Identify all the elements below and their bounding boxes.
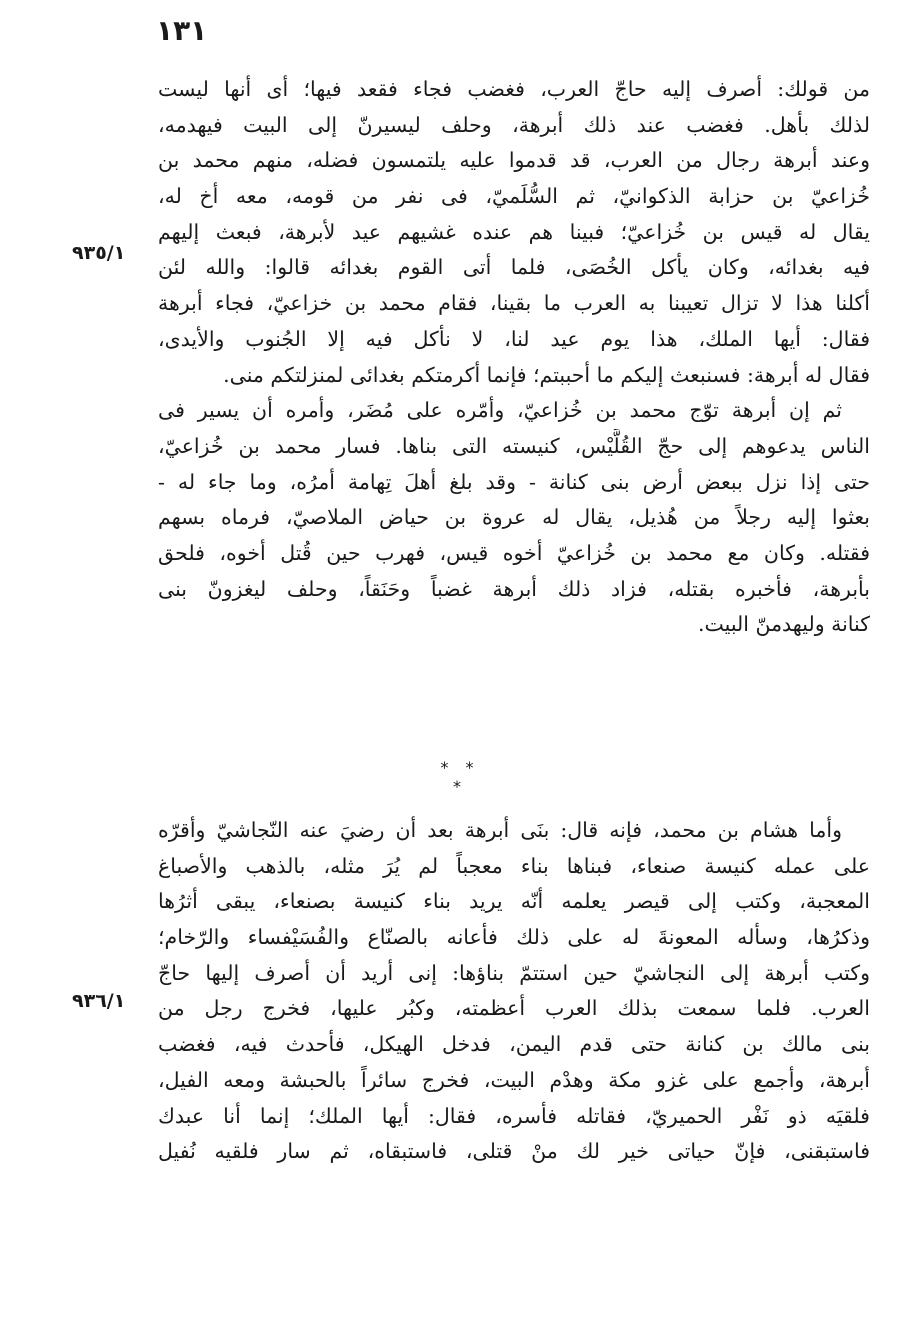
text-line: على عمله كنيسة صنعاء، فبناها بناء معجباً لم يُرَ مثله، بالذهب والأصباغ (158, 853, 870, 878)
text-line: بأبرهة، فأخبره بقتله، فزاد ذلك أبرهة غضباً وحَنَقاً، وحلف ليغزونّ بنى (158, 576, 870, 601)
text-line: لذلك بأهل. فغضب عند ذلك أبرهة، وحلف ليسيرنّ إلى البيت فيهدمه، (158, 112, 870, 137)
text-block-lower (158, 813, 870, 1170)
text-line: أبرهة، وأجمع على غزو مكة وهدْم البيت، فخرج سائراً بالحبشة ومعه الفيل، (158, 1067, 870, 1092)
text-line: من قولك: أصرف إليه حاجّ العرب، فغضب فجاء فقعد فيها؛ أى أنها ليست (158, 77, 870, 101)
text-line: وذكرُها، وسأله المعونةَ له على ذلك فأعانه بالصنّاع والفُسَيْفساء والرّخام؛ (158, 925, 870, 950)
text-line: ثم إن أبرهة توّج محمد بن خُزاعيّ، وأمّره على مُضَر، وأمره أن يسير فى (158, 398, 842, 423)
text-line: وأما هشام بن محمد، فإنه قال: بنَى أبرهة بعد أن رضيَ عنه النّجاشيّ وأقرّه (158, 818, 842, 842)
margin-reference-1: ٩٣٥/١ (72, 242, 126, 264)
text-line: كنانة وليهدمنّ البيت. (697, 612, 870, 637)
text-line: حتى إذا نزل ببعض أرض بنى كنانة - وقد بلغ أهلَ تِهامة أمرُه، وما جاء له - (158, 469, 870, 494)
text-line: فلقيَه ذو نَفْر الحميريّ، فقاتله فأسره، فقال: أيها الملك؛ إنما أنا عبدك (158, 1103, 870, 1128)
text-line: بنى مالك بن كنانة حتى قدم اليمن، فدخل الهيكل، فأحدث فيه، فغضب (158, 1032, 870, 1057)
text-line: يقال له قيس بن خُزاعيّ؛ فبينا هم عنده غشيهم عيد لأبرهة، فبعث إليهم (158, 219, 870, 244)
text-line: وعند أبرهة رجال من العرب، قد قدموا عليه يلتمسون فضله، منهم محمد بن (158, 148, 870, 173)
text-line: فقال: أيها الملك، هذا يوم عيد لنا، لا نأكل فيه إلا الجُنوب والأيدى، (158, 326, 870, 351)
text-line: بعثوا إليه رجلاً من هُذيل، يقال له عروة بن حياض الملاصيّ، فرماه بسهم (158, 505, 870, 530)
text-line: فقتله. وكان مع محمد بن خُزاعيّ أخوه قيس، فهرب حين قُتل أخوه، فلحق (158, 540, 870, 565)
text-line: الناس يدعوهم إلى حجّ القُلَّيْس، كنيسته التى بناها. فسار محمد بن خُزاعيّ، (158, 433, 870, 458)
text-line: فيه بغدائه، وكان يأكل الخُصَى، فلما أتى القوم بغدائه قالوا: والله لئن (158, 255, 870, 280)
text-line: العرب. فلما سمعت بذلك العرب أعظمته، وكبُر عليها، فخرج رجل من (158, 996, 870, 1021)
text-block-upper (158, 72, 870, 643)
margin-reference-2: ٩٣٦/١ (72, 990, 126, 1012)
text-line: خُزاعيّ بن حزابة الذكوانيّ، ثم السُّلَميّ، فى نفر من قومه، معه أخ له، (158, 184, 870, 209)
text-line: فاستبقنى، فإنّ حياتى خير لك منْ قتلى، فاستبقاه، ثم سار فلقيه نُفيل (158, 1139, 870, 1164)
page-number: ١٣١ (156, 14, 208, 47)
text-line: وكتب أبرهة إلى النجاشيّ حين استتمّ بناؤها: إنى أريد أن أصرف إليها حاجّ (158, 960, 870, 985)
section-break-asterisks: * * * (440, 758, 480, 796)
text-line: أكلنا هذا لا تزال تعيبنا به العرب ما بقينا، فقام محمد بن خزاعيّ، فجاء أبرهة (158, 291, 870, 316)
text-line: فقال له أبرهة: فسنبعث إليكم ما أحببتم؛ فإنما أكرمتكم بغدائى لمنزلتكم منى. (223, 362, 870, 387)
text-line: المعجبة، وكتب إلى قيصر يعلمه أنّه يريد بناء كنيسة بصنعاء، يبقى أثرُها (158, 889, 870, 914)
